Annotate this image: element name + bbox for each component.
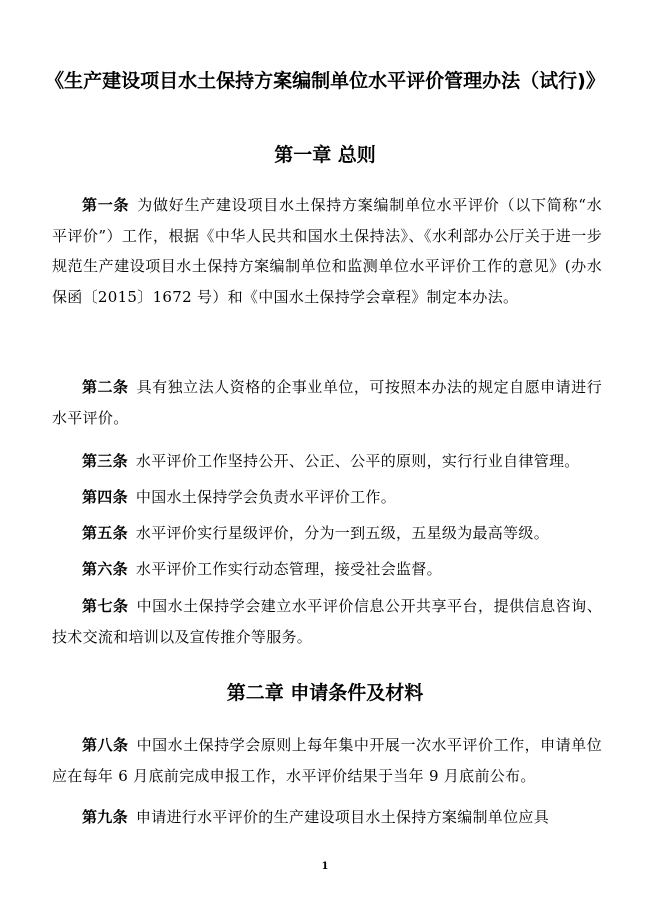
chapter-2-heading: 第二章 申请条件及材料 [226, 682, 424, 704]
document-title: 《生产建设项目水土保持方案编制单位水平评价管理办法（试行)》 [45, 70, 605, 92]
article-1 [52, 190, 602, 312]
article-2-text: 具有独立法人资格的企事业单位，可按照本办法的规定自愿申请进行水平评价。 [52, 378, 602, 427]
article-3 [52, 446, 602, 477]
article-3-text: 水平评价工作坚持公开、公正、公平的原则，实行行业自律管理。 [135, 452, 580, 470]
article-4-text: 中国水土保持学会负责水平评价工作。 [135, 488, 397, 506]
article-5 [52, 518, 602, 549]
article-2-label: 第二条 [82, 378, 129, 396]
article-6-text: 水平评价工作实行动态管理，接受社会监督。 [135, 560, 442, 578]
article-6-label: 第六条 [82, 560, 128, 578]
page-number: 1 [321, 861, 329, 872]
article-8 [52, 730, 602, 791]
article-7 [52, 591, 602, 652]
article-5-label: 第五条 [82, 524, 128, 542]
article-3-label: 第三条 [82, 452, 128, 470]
article-5-text: 水平评价实行星级评价，分为一到五级，五星级为最高等级。 [135, 524, 550, 542]
article-8-label: 第八条 [82, 736, 129, 754]
chapter-1-heading: 第一章 总则 [274, 144, 376, 166]
article-8-text: 中国水土保持学会原则上每年集中开展一次水平评价工作，申请单位应在每年 6 月底前完成申报工作，水平评价结果于当年 9 月底前公布。 [52, 736, 602, 785]
article-9 [52, 802, 602, 833]
article-4-label: 第四条 [82, 488, 128, 506]
article-4 [52, 482, 602, 513]
article-7-label: 第七条 [82, 597, 129, 615]
article-7-text: 中国水土保持学会建立水平评价信息公开共享平台，提供信息咨询、技术交流和培训以及宣传推介等服务。 [52, 597, 602, 646]
article-6 [52, 554, 602, 585]
article-1-label: 第一条 [82, 196, 130, 214]
article-2 [52, 372, 602, 433]
article-1-text: 为做好生产建设项目水土保持方案编制单位水平评价（以下简称“水平评价”）工作，根据《中华人民共和国水土保持法》、《水利部办公厅关于进一步规范生产建设项目水土保持方案编制单位和监测单位水平评价工作的意见》(办水保函〔2015〕1672 号）和《中国水土保持学会章程》制定本办法。 [52, 196, 603, 306]
article-9-label: 第九条 [82, 808, 128, 826]
article-9-text: 申请进行水平评价的生产建设项目水土保持方案编制单位应具 [135, 808, 550, 826]
